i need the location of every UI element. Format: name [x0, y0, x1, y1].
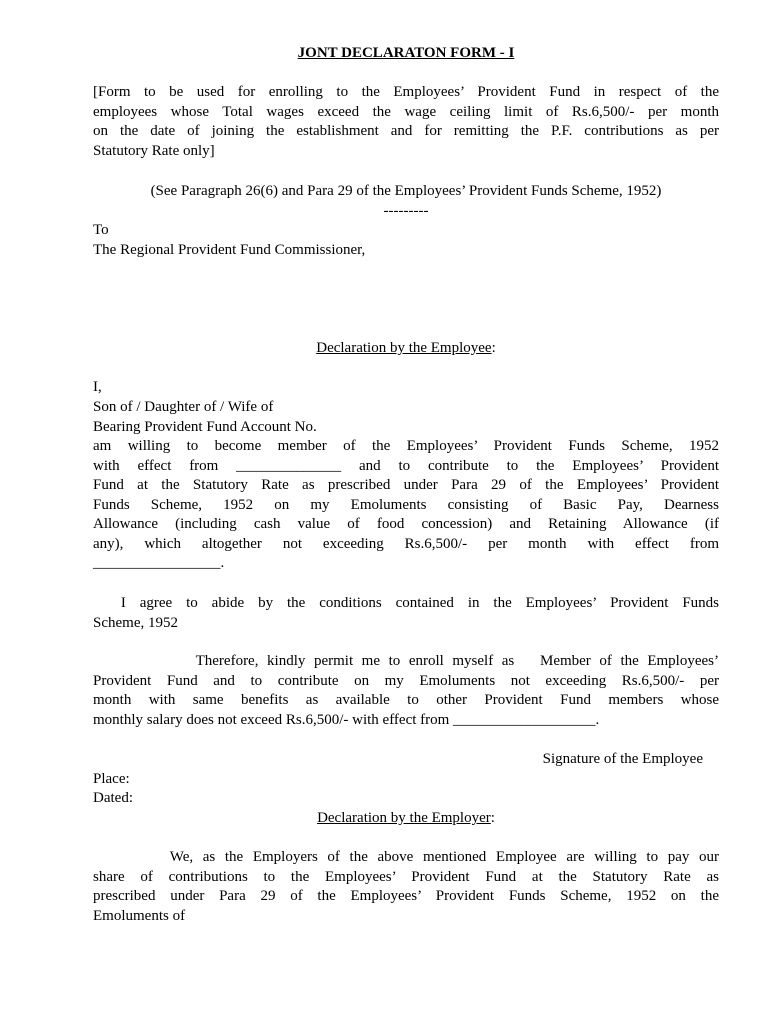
willing-line: any), which altogether not exceeding Rs.6,500/- per month with effect from [93, 535, 719, 552]
form-title: JONT DECLARATON FORM - I [297, 45, 515, 61]
address-recipient: The Regional Provident Fund Commissioner, [93, 242, 366, 258]
permit-line: month with same benefits as available to other Provident Fund members whose [93, 692, 719, 708]
employer-heading-text: Declaration by the Employer [317, 810, 491, 826]
employee-permit-paragraph [93, 652, 719, 730]
employee-signature-label: Signature of the Employee [542, 751, 703, 767]
employee-declaration-heading [93, 339, 719, 359]
intro-paragraph [93, 83, 719, 161]
intro-line: Statutory Rate only] [93, 142, 215, 159]
employer-declaration-heading [93, 809, 719, 829]
intro-line: [Form to be used for enrolling to the Employees’ Provident Fund in respect of the [93, 84, 719, 100]
employee-account-line: Bearing Provident Fund Account No. [93, 419, 317, 435]
scheme-reference: (See Paragraph 26(6) and Para 29 of the Employees’ Provident Funds Scheme, 1952) [150, 183, 662, 199]
willing-line: am willing to become member of the Employees’ Provident Funds Scheme, 1952 [93, 438, 719, 454]
employee-willing-paragraph [93, 437, 719, 574]
permit-line: Therefore, kindly permit me to enroll myself as Member of the Employees’ [93, 653, 719, 669]
agree-line: I agree to abide by the conditions contained in the Employees’ Provident Funds [93, 595, 719, 611]
willing-line: Allowance (including cash value of food concession) and Retaining Allowance (if [93, 516, 719, 532]
place-label: Place: [93, 771, 130, 787]
agree-line: Scheme, 1952 [93, 614, 178, 631]
employer-line: prescribed under Para 29 of the Employees’ Provident Funds Scheme, 1952 on the [93, 888, 719, 904]
employer-heading-colon: : [490, 810, 495, 826]
separator: --------- [383, 203, 429, 219]
employer-line: Emoluments of [93, 907, 186, 924]
employee-heading-text: Declaration by the Employee [316, 340, 492, 356]
employee-agree-paragraph [93, 594, 719, 633]
employer-paragraph [93, 848, 719, 926]
employee-relation-line: Son of / Daughter of / Wife of [93, 399, 274, 415]
willing-line: with effect from ______________ and to contribute to the Employees’ Provident [93, 457, 719, 474]
dated-label: Dated: [93, 790, 133, 806]
intro-line: employees whose Total wages exceed the wage ceiling limit of Rs.6,500/- per month [93, 103, 719, 120]
intro-line: on the date of joining the establishment and for remitting the P.F. contributions as per [93, 123, 719, 139]
willing-line: Funds Scheme, 1952 on my Emoluments consisting of Basic Pay, Dearness [93, 496, 719, 513]
employer-line: share of contributions to the Employees’ Provident Fund at the Statutory Rate as [93, 868, 719, 885]
employee-line-i: I, [93, 379, 102, 395]
address-to: To [93, 222, 109, 238]
employer-line: We, as the Employers of the above mentioned Employee are willing to pay our [93, 849, 719, 865]
willing-line: Fund at the Statutory Rate as prescribed under Para 29 of the Employees’ Provident [93, 477, 719, 493]
permit-line: monthly salary does not exceed Rs.6,500/- with effect from ___________________. [93, 711, 600, 728]
employee-heading-colon: : [491, 340, 496, 356]
willing-line: _________________. [93, 555, 225, 571]
permit-line: Provident Fund and to contribute on my Emoluments not exceeding Rs.6,500/- per [93, 672, 719, 689]
